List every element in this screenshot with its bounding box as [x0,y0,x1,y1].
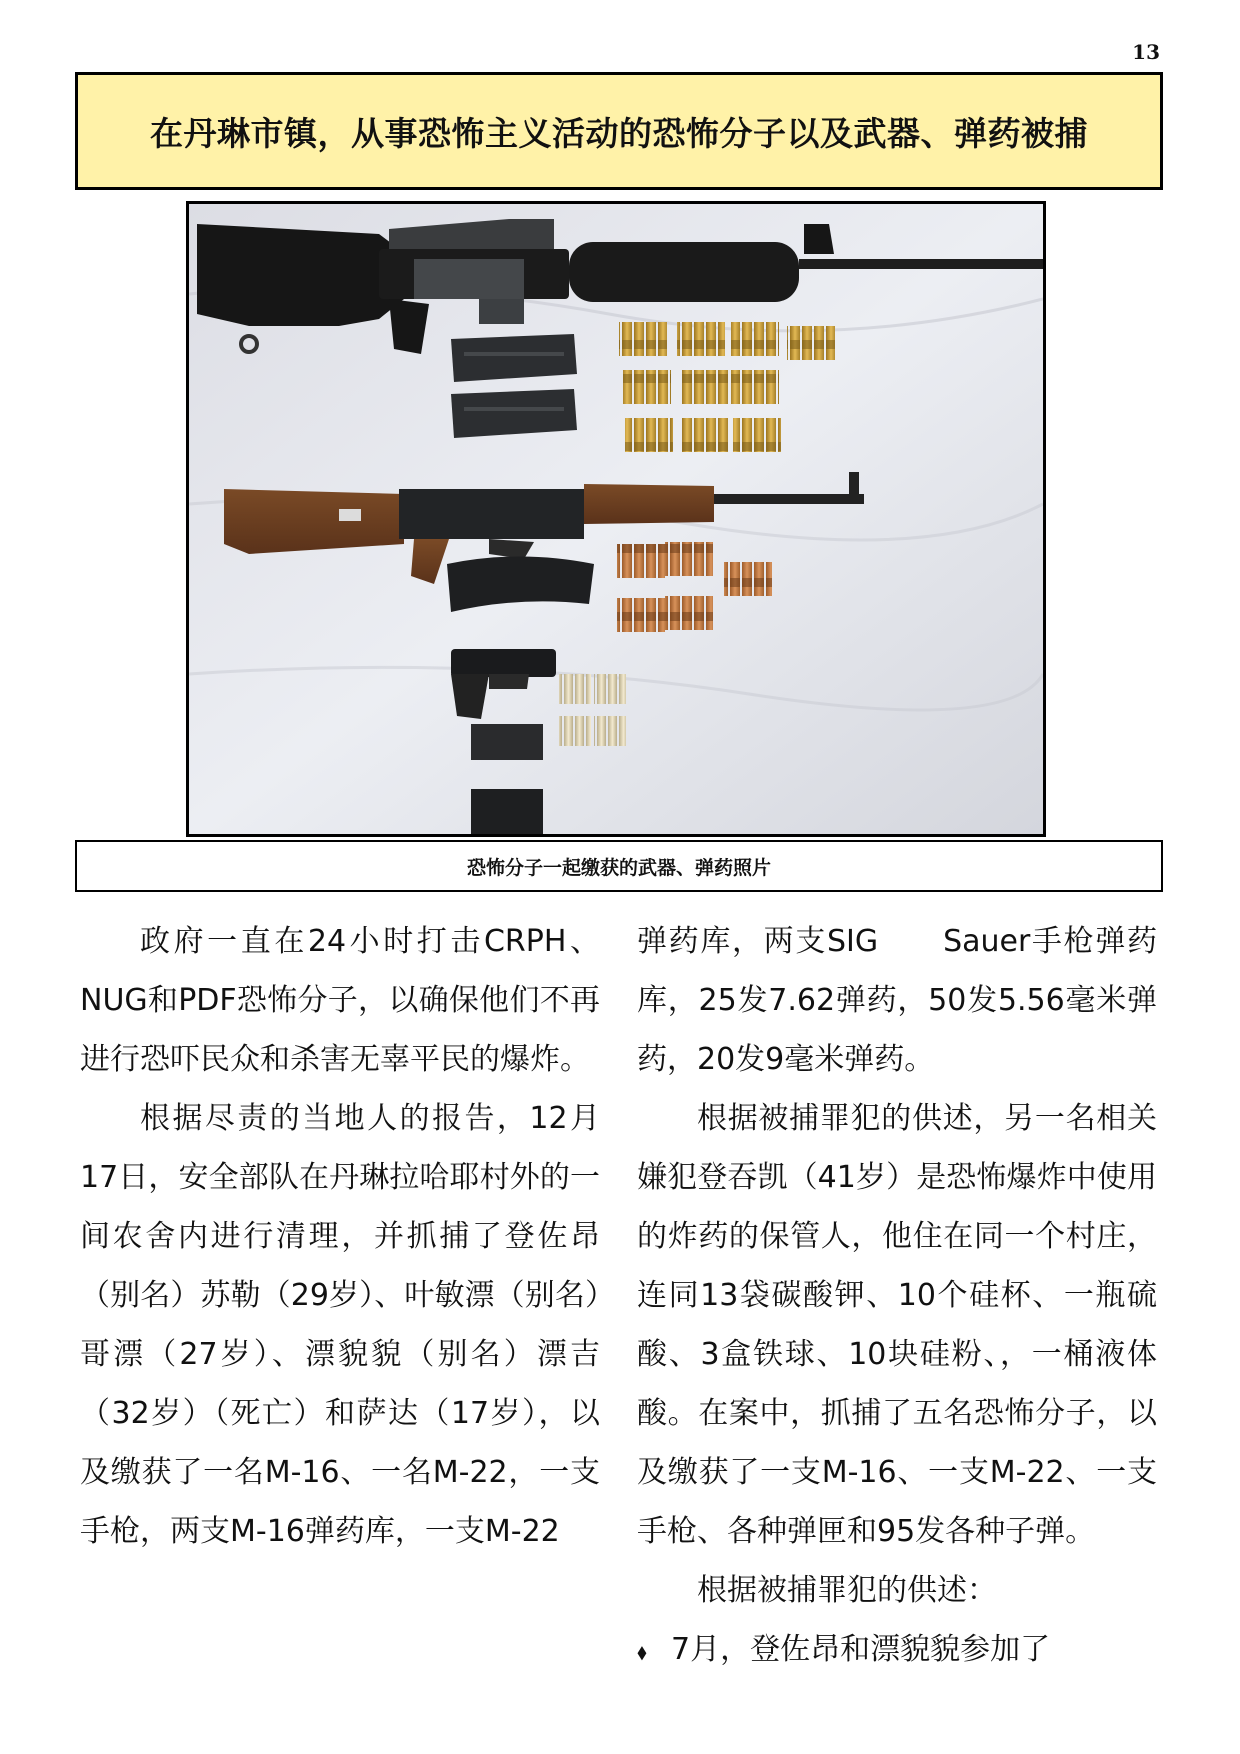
seized-weapons-photo [186,201,1046,837]
caption-box [75,840,1163,892]
headline-box [75,72,1163,190]
pistol-magazine [471,724,543,760]
photo-caption: 恐怖分子一起缴获的武器、弹药照片 [466,856,771,879]
page-number: 13 [1132,40,1160,64]
bullet-item [637,1620,1157,1682]
paragraph: 政府一直在24小时打击CRPH、NUG和PDF恐怖分子，以确保他们不再进行恐吓民众和杀害无辜平民的爆炸。 [80,924,600,1077]
paragraph: 根据被捕罪犯的供述，另一名相关嫌犯登吞凯（41岁）是恐怖爆炸中使用的炸药的保管人，他住在同一个村庄，连同13袋碳酸钾、10个硅杯、一瓶硫酸、3盒铁球、10块硅粉、，一桶液体酸。在案中，抓捕了五名恐怖分子，以及缴获了一支M-16、一支M-22、一支手枪、各种弹匣和95发各种子弹。 [637,1101,1157,1549]
left-column [80,912,600,1561]
headline: 在丹琳市镇，从事恐怖主义活动的恐怖分子以及武器、弹药被捕 [150,113,1088,153]
paragraph: 根据被捕罪犯的供述： [697,1573,997,1608]
weapons-illustration [189,204,1043,834]
pistol-magazine [471,789,543,834]
bullet-text: 7月，登佐昂和漂貌貌参加了 [671,1632,1051,1667]
right-column [637,912,1157,1682]
paragraph: 根据尽责的当地人的报告，12月17日，安全部队在丹琳拉哈耶村外的一间农舍内进行清理，并抓捕了登佐昂（别名）苏勒（29岁）、叶敏漂（别名）哥漂（27岁）、漂貌貌（别名）漂吉（32岁）（死亡）和萨达（17岁），以及缴获了一名M-16、一名M-22，一支手枪，两支M-16弹药库，一支M-22 [80,1101,600,1549]
paragraph-continuation: 弹药库，两支SIG Sauer手枪弹药库，25发7.62弹药，50发5.56毫米弹药，20发9毫米弹药。 [637,924,1157,1077]
bullet-icon: ⬧ [637,1640,647,1665]
